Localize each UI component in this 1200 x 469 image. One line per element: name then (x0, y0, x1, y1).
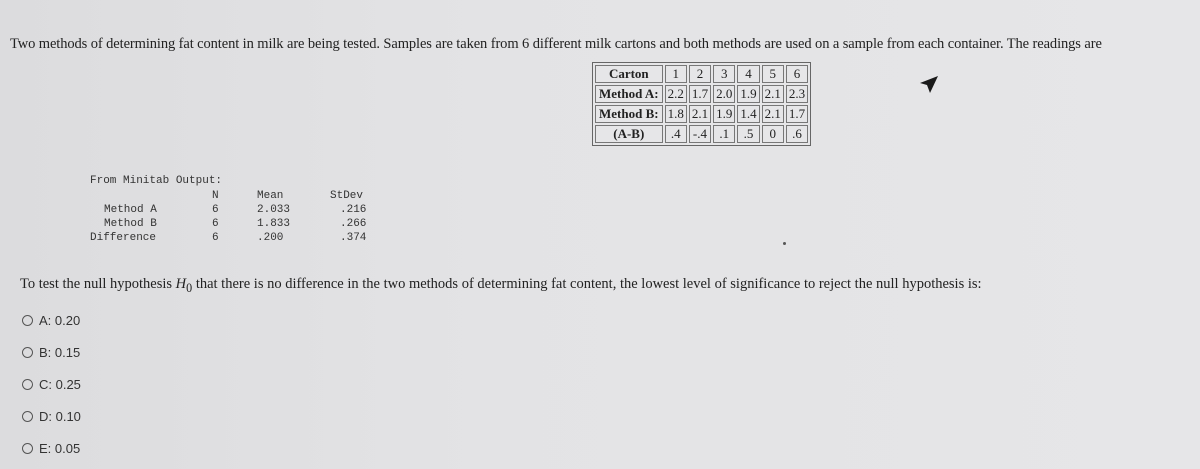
answer-options (22, 304, 81, 464)
table-row-method-b (595, 105, 808, 123)
table-cell: 2.1 (762, 105, 784, 123)
table-cell: 1.9 (713, 105, 735, 123)
minitab-cell: 2.033 (257, 204, 291, 216)
minitab-cell: .216 (340, 204, 367, 216)
table-cell: 2.1 (762, 85, 784, 103)
table-cell: 2.1 (689, 105, 711, 123)
minitab-cell: .200 (257, 232, 284, 244)
table-cell: 5 (762, 65, 784, 83)
option-label: C: 0.25 (39, 376, 81, 392)
minitab-cell: .266 (340, 218, 367, 230)
minitab-row (90, 231, 367, 245)
table-row-method-a (595, 85, 808, 103)
minitab-row (90, 217, 367, 231)
table-cell: 4 (737, 65, 759, 83)
radio-button[interactable] (22, 443, 33, 454)
minitab-header: N (212, 190, 219, 202)
stray-dot (783, 242, 786, 245)
prompt-text-before: To test the null hypothesis (20, 276, 176, 292)
table-cell: 6 (786, 65, 808, 83)
table-cell: 2.0 (713, 85, 735, 103)
radio-button[interactable] (22, 347, 33, 358)
row-label: Method A: (595, 85, 663, 103)
minitab-cell: Method A (104, 204, 157, 216)
minitab-cell: Method B (104, 218, 157, 230)
table-cell: 1.8 (665, 105, 687, 123)
readings-table (592, 62, 811, 146)
table-cell: .4 (665, 125, 687, 143)
table-cell: 1.7 (786, 105, 808, 123)
minitab-header: Mean (257, 190, 284, 202)
table-row-carton (595, 65, 808, 83)
radio-button[interactable] (22, 315, 33, 326)
mouse-cursor-icon (918, 74, 940, 96)
minitab-cell: 1.833 (257, 218, 291, 230)
hypothesis-subscript: 0 (186, 280, 193, 295)
table-cell: .6 (786, 125, 808, 143)
row-label: Method B: (595, 105, 663, 123)
radio-button[interactable] (22, 411, 33, 422)
minitab-cell: .374 (340, 232, 367, 244)
question-text: Two methods of determining fat content in milk are being tested. Samples are taken from 6 different milk cartons and both methods are used on a sample from each container. The readings are (10, 36, 1102, 52)
table-cell: .5 (737, 125, 759, 143)
minitab-title: From Minitab Output: (90, 175, 223, 187)
table-cell: 3 (713, 65, 735, 83)
table-cell: 1.7 (689, 85, 711, 103)
table-cell: 2.2 (665, 85, 687, 103)
minitab-row (90, 203, 367, 217)
table-cell: 1 (665, 65, 687, 83)
row-label: Carton (595, 65, 663, 83)
radio-button[interactable] (22, 379, 33, 390)
option-label: E: 0.05 (39, 440, 81, 456)
option-label: B: 0.15 (39, 344, 81, 360)
option-label: A: 0.20 (39, 312, 81, 328)
minitab-cell: 6 (212, 232, 219, 244)
table-cell: 1.9 (737, 85, 759, 103)
option-b[interactable] (22, 336, 81, 368)
option-e[interactable] (22, 432, 81, 464)
option-c[interactable] (22, 368, 81, 400)
minitab-cell: 6 (212, 218, 219, 230)
table-cell: 0 (762, 125, 784, 143)
option-d[interactable] (22, 400, 81, 432)
minitab-header: StDev (330, 190, 364, 202)
table-cell: 1.4 (737, 105, 759, 123)
minitab-header-row (90, 189, 364, 203)
option-a[interactable] (22, 304, 81, 336)
hypothesis-prompt (20, 276, 982, 296)
hypothesis-symbol: H (175, 276, 187, 292)
row-label: (A-B) (595, 125, 663, 143)
option-label: D: 0.10 (39, 408, 81, 424)
table-cell: 2.3 (786, 85, 808, 103)
table-cell: 2 (689, 65, 711, 83)
minitab-cell: 6 (212, 204, 219, 216)
table-row-difference (595, 125, 808, 143)
prompt-text-after: that there is no difference in the two methods of determining fat content, the lowest level of significance to reject the null hypothesis is: (192, 276, 982, 292)
minitab-cell: Difference (90, 232, 157, 244)
minitab-output (90, 175, 367, 245)
table-cell: -.4 (689, 125, 711, 143)
table-cell: .1 (713, 125, 735, 143)
